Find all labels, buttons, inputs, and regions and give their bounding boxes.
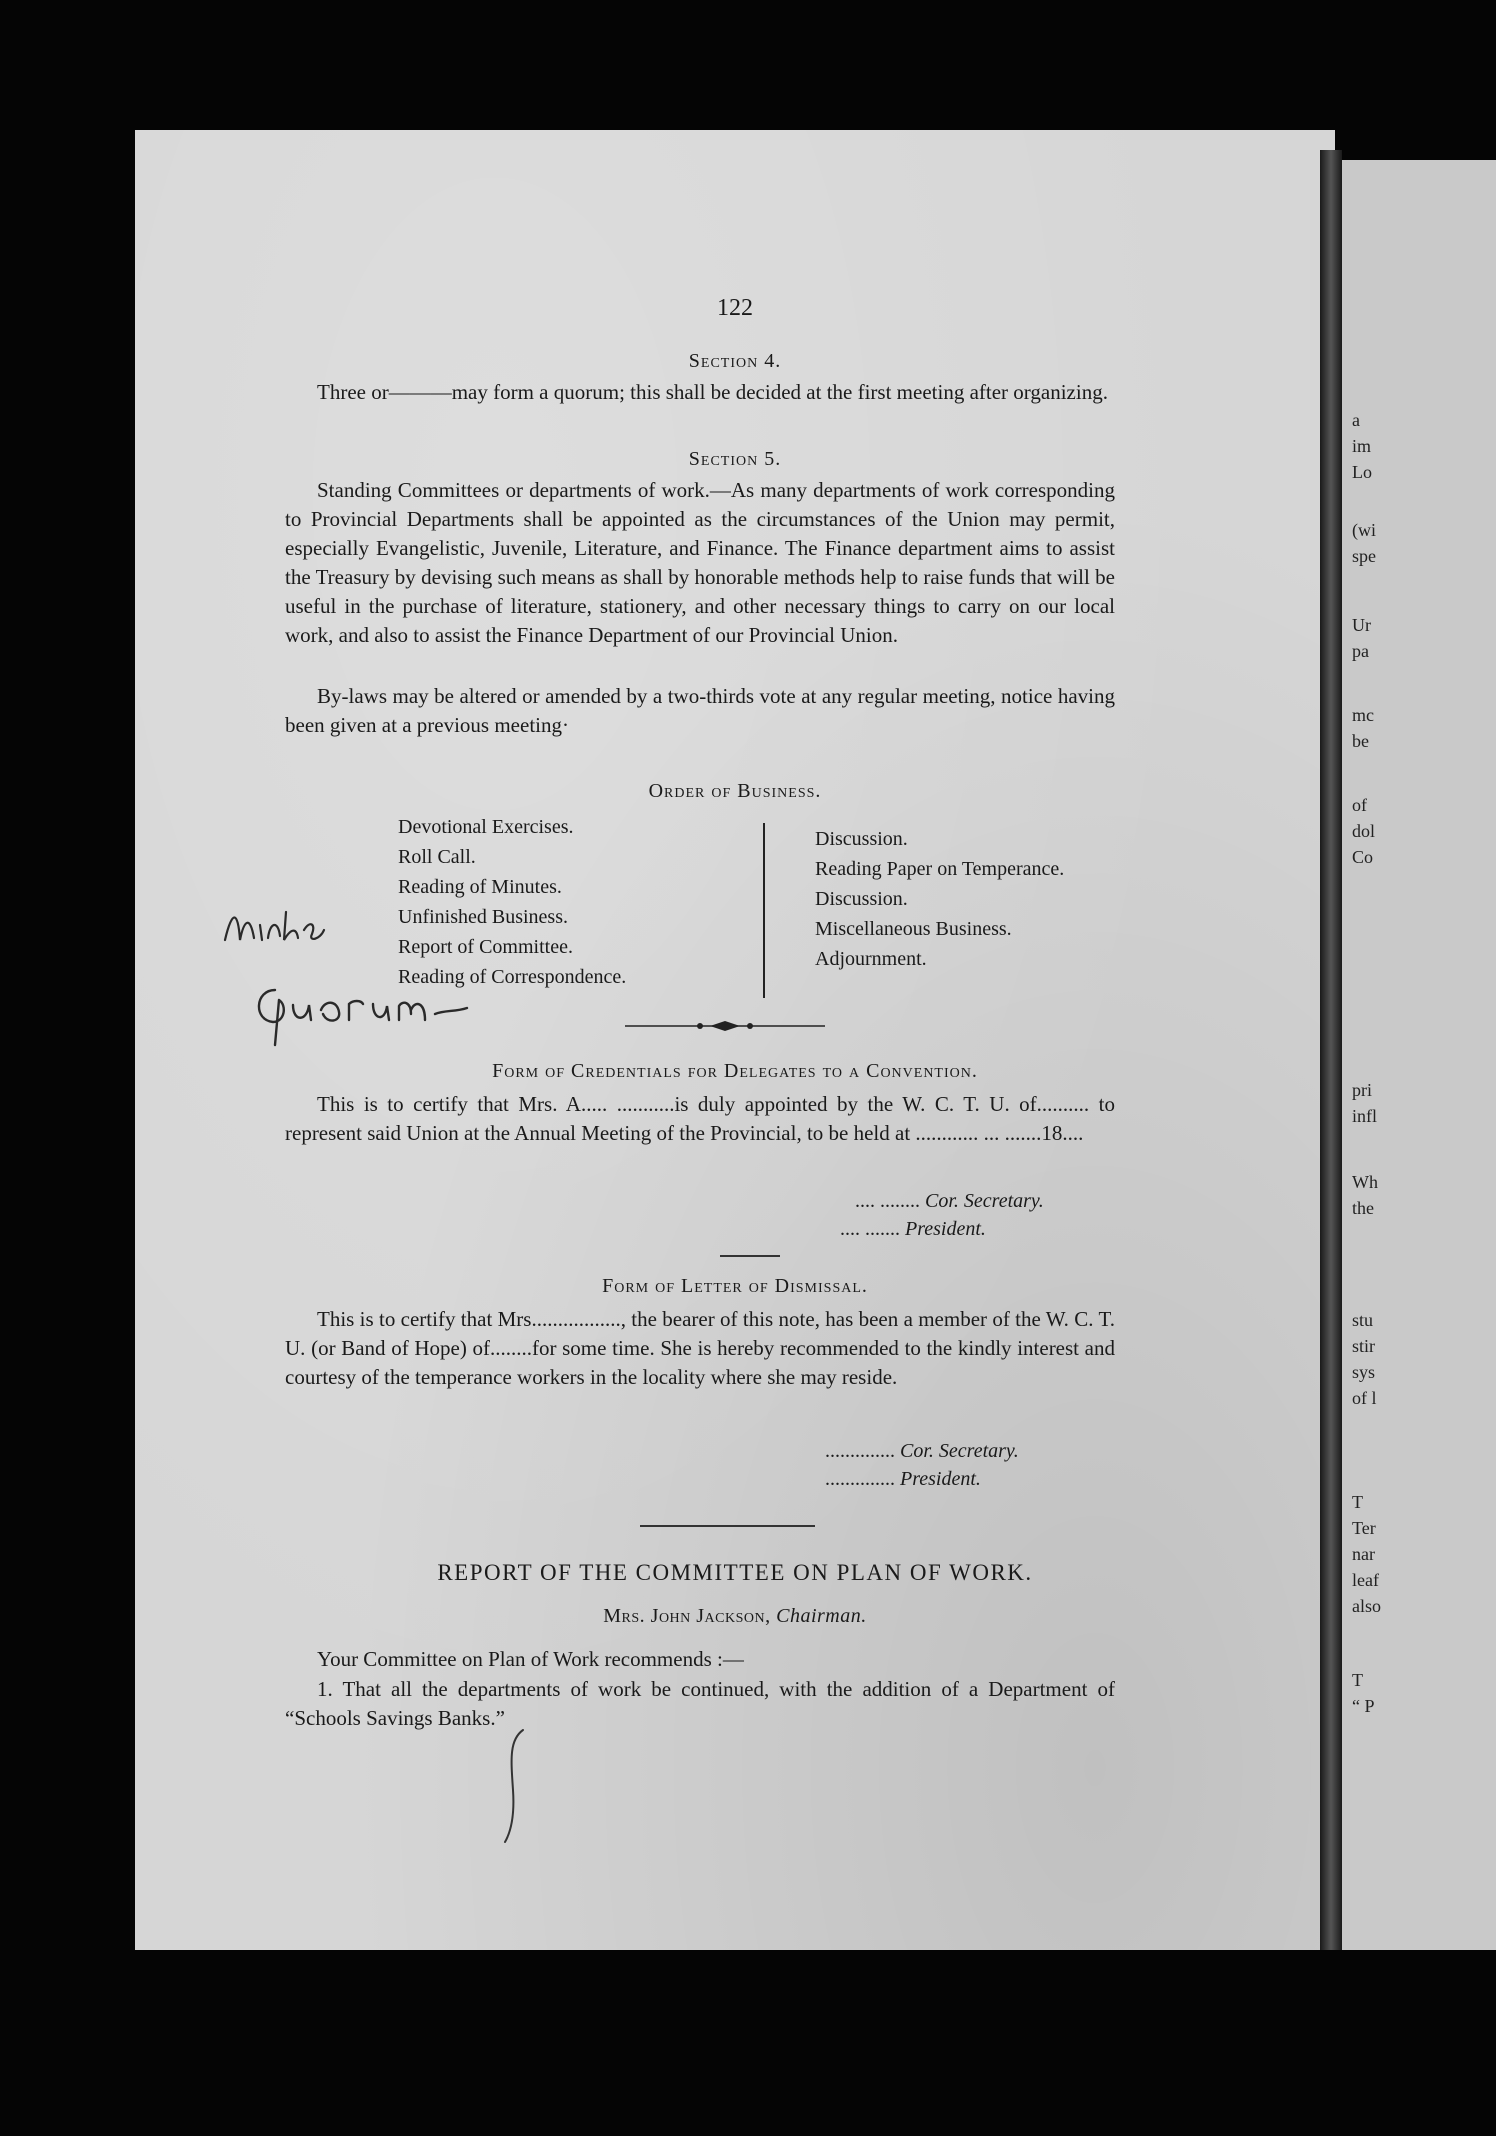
fragment-text: mc [1352, 705, 1374, 725]
ornamental-divider [625, 1020, 825, 1032]
order-item: Devotional Exercises. [398, 816, 574, 838]
fragment-text: T [1352, 1670, 1363, 1690]
report-item-1: 1. That all the departments of work be continued, with the addition of a Department of “Schools Savings Banks.” [285, 1677, 1115, 1730]
fragment-text: “ P [1352, 1696, 1375, 1716]
fragment-text: pri [1352, 1080, 1372, 1100]
fragment-text: of l [1352, 1388, 1377, 1408]
fragment-text: (wi [1352, 520, 1376, 540]
section-5-text: Standing Committees or departments of work.—As many departments of work corresponding to Provincial Departments shall be appointed as the circumstances of the Union may permit, especially Evangelistic, Juvenile, Literature, and Finance. The Finance department aims to assist the Treasury by devising such means as shall by honorable methods help to raise funds that will be useful in the purchase of literature, stationery, and other necessary things to carry on our local work, and also to assist the Finance Department of our Provincial Union. [285, 478, 1115, 647]
order-right-column [815, 824, 1064, 974]
fragment-text: pa [1352, 641, 1369, 661]
fragment-text: nar [1352, 1544, 1375, 1564]
dismissal-text: This is to certify that Mrs................., the bearer of this note, has been a member of the W. C. T. U. (or Band of Hope) of........for some time. She is hereby recommended to the kindly interest and courtesy of the temperance workers in the locality where she may reside. [285, 1307, 1115, 1389]
report-title: REPORT OF THE COMMITTEE ON PLAN OF WORK. [437, 1560, 1033, 1585]
dismissal-president-line [825, 1468, 981, 1491]
facing-page-fragment [1342, 160, 1496, 1950]
fragment-text: Co [1352, 847, 1374, 867]
fragment-text: Ur [1352, 615, 1371, 635]
order-item: Reading of Minutes. [398, 876, 562, 898]
handwritten-note-visited [220, 900, 350, 960]
signature-dots: .............. [825, 1440, 895, 1462]
page-number: 122 [717, 295, 753, 321]
fragment-text: Wh [1352, 1172, 1378, 1192]
credentials-secretary-line [855, 1190, 1044, 1213]
fragment-text: stir [1352, 1336, 1376, 1356]
fragment-text: im [1352, 436, 1372, 456]
signature-dots: .... ....... [840, 1218, 900, 1240]
report-chairman [135, 1605, 1335, 1628]
order-item: Unfinished Business. [398, 906, 568, 928]
order-of-business-heading: Order of Business. [648, 780, 822, 802]
order-item: Discussion. [815, 888, 908, 910]
credentials-heading: Form of Credentials for Delegates to a Convention. [492, 1060, 978, 1082]
secretary-label: Cor. Secretary. [925, 1190, 1044, 1212]
dismissal-secretary-line [825, 1440, 1019, 1463]
secretary-label: Cor. Secretary. [900, 1440, 1019, 1462]
order-item: Roll Call. [398, 846, 476, 868]
handwritten-note-quorum [245, 970, 495, 1050]
pencil-bracket-mark [495, 1720, 535, 1850]
report-intro: Your Committee on Plan of Work recommends :— [317, 1647, 744, 1671]
document-page [135, 130, 1335, 1950]
chairman-name: Mrs. John Jackson, [603, 1605, 771, 1627]
order-item: Discussion. [815, 828, 908, 850]
credentials-president-line [840, 1218, 986, 1241]
fragment-text: the [1352, 1198, 1374, 1218]
signature-dots: .............. [825, 1468, 895, 1490]
fragment-text: be [1352, 731, 1369, 751]
fragment-text: leaf [1352, 1570, 1379, 1590]
section-divider [640, 1525, 815, 1527]
section-4-heading: Section 4. [688, 350, 782, 372]
order-item: Reading of Correspondence. [398, 966, 627, 988]
president-label: President. [900, 1468, 981, 1490]
chairman-role: Chairman. [776, 1605, 867, 1627]
dismissal-heading: Form of Letter of Dismissal. [602, 1275, 868, 1297]
order-item: Reading Paper on Temperance. [815, 858, 1065, 880]
fragment-text: a [1352, 410, 1360, 430]
order-item: Adjournment. [815, 948, 927, 970]
section-4-text: Three or———may form a quorum; this shall be decided at the first meeting after organizing. [317, 380, 1108, 404]
fragment-text: stu [1352, 1310, 1374, 1330]
book-gutter [1320, 150, 1342, 1950]
fragment-text: spe [1352, 546, 1376, 566]
signature-dots: .... ........ [855, 1190, 920, 1212]
bylaws-text: By-laws may be altered or amended by a two-thirds vote at any regular meeting, notice having been given at a previous meeting· [285, 684, 1115, 737]
fragment-text: of [1352, 795, 1367, 815]
fragment-text: also [1352, 1596, 1381, 1616]
order-item: Miscellaneous Business. [815, 918, 1012, 940]
fragment-text: infl [1352, 1106, 1377, 1126]
fragment-text: Ter [1352, 1518, 1376, 1538]
fragment-text: Lo [1352, 462, 1372, 482]
section-5-heading: Section 5. [688, 448, 782, 470]
column-divider [763, 823, 765, 998]
president-label: President. [905, 1218, 986, 1240]
credentials-text: This is to certify that Mrs. A..... ...........is duly appointed by the W. C. T. U. of.......... to represent said Union at the Annual Meeting of the Provincial, to be held at ............ ... .......18.... [285, 1092, 1115, 1145]
order-item: Report of Committee. [398, 936, 573, 958]
fragment-text: T [1352, 1492, 1363, 1512]
short-divider [720, 1255, 780, 1257]
order-left-column [398, 812, 626, 992]
fragment-text: dol [1352, 821, 1376, 841]
fragment-text: sys [1352, 1362, 1376, 1382]
